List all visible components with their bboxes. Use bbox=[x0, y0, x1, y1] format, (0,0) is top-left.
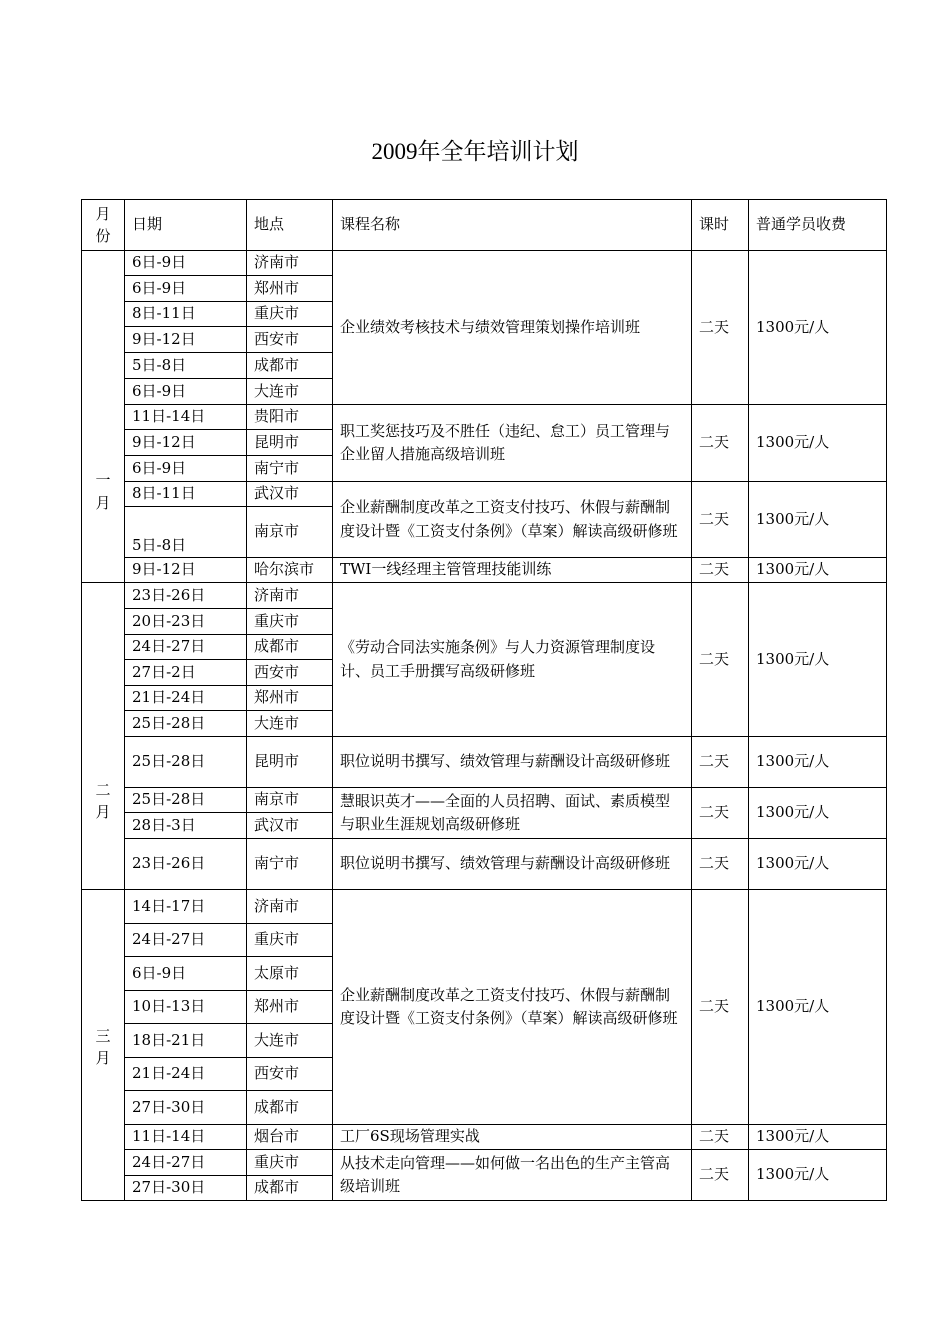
date-cell: 24日-27日 bbox=[125, 924, 247, 957]
date-cell: 5日-8日 bbox=[125, 353, 247, 379]
header-course: 课程名称 bbox=[333, 200, 692, 251]
fee-cell: 1300元/人 bbox=[749, 788, 887, 839]
city-cell: 郑州市 bbox=[247, 686, 333, 711]
table-row bbox=[82, 737, 887, 788]
city-cell: 重庆市 bbox=[247, 924, 333, 957]
city-cell: 昆明市 bbox=[247, 737, 333, 788]
city-cell: 重庆市 bbox=[247, 1150, 333, 1176]
table-row bbox=[82, 558, 887, 583]
city-cell: 重庆市 bbox=[247, 302, 333, 327]
city-cell: 济南市 bbox=[247, 890, 333, 924]
hours-cell: 二天 bbox=[692, 1150, 749, 1201]
hours-cell: 二天 bbox=[692, 583, 749, 737]
city-cell: 成都市 bbox=[247, 1176, 333, 1201]
fee-cell: 1300元/人 bbox=[749, 482, 887, 558]
city-cell: 武汉市 bbox=[247, 482, 333, 507]
city-cell: 大连市 bbox=[247, 711, 333, 737]
hours-cell: 二天 bbox=[692, 737, 749, 788]
table-row bbox=[82, 482, 887, 507]
table-row bbox=[82, 788, 887, 813]
city-cell: 成都市 bbox=[247, 635, 333, 660]
city-cell: 西安市 bbox=[247, 660, 333, 686]
date-cell: 25日-28日 bbox=[125, 788, 247, 813]
city-cell: 成都市 bbox=[247, 1091, 333, 1125]
city-cell: 南京市 bbox=[247, 788, 333, 813]
document-title: 2009年全年培训计划 bbox=[371, 139, 579, 164]
city-cell: 大连市 bbox=[247, 379, 333, 405]
city-cell: 贵阳市 bbox=[247, 405, 333, 430]
date-cell: 5日-8日 bbox=[125, 507, 247, 558]
fee-cell: 1300元/人 bbox=[749, 737, 887, 788]
date-cell: 27日-30日 bbox=[125, 1091, 247, 1125]
date-cell: 18日-21日 bbox=[125, 1024, 247, 1058]
date-cell: 25日-28日 bbox=[125, 737, 247, 788]
table-row bbox=[82, 583, 887, 609]
city-cell: 南京市 bbox=[247, 507, 333, 558]
month-cell-jan: 一月 bbox=[82, 251, 125, 583]
date-cell: 8日-11日 bbox=[125, 482, 247, 507]
hours-cell: 二天 bbox=[692, 1125, 749, 1150]
fee-cell: 1300元/人 bbox=[749, 1150, 887, 1201]
date-cell: 23日-26日 bbox=[125, 839, 247, 890]
table-row bbox=[82, 1125, 887, 1150]
date-cell: 27日-2日 bbox=[125, 660, 247, 686]
city-cell: 成都市 bbox=[247, 353, 333, 379]
fee-cell: 1300元/人 bbox=[749, 839, 887, 890]
table-row bbox=[82, 251, 887, 276]
hours-cell: 二天 bbox=[692, 890, 749, 1125]
table-row bbox=[82, 1150, 887, 1176]
date-cell: 25日-28日 bbox=[125, 711, 247, 737]
table-row bbox=[82, 405, 887, 430]
city-cell: 昆明市 bbox=[247, 430, 333, 456]
course-cell: 企业薪酬制度改革之工资支付技巧、休假与薪酬制度设计暨《工资支付条例》（草案）解读高级研修班 bbox=[333, 482, 692, 558]
month-cell-feb: 二月 bbox=[82, 583, 125, 890]
city-cell: 烟台市 bbox=[247, 1125, 333, 1150]
header-fee: 普通学员收费 bbox=[749, 200, 887, 251]
hours-cell: 二天 bbox=[692, 251, 749, 405]
city-cell: 重庆市 bbox=[247, 609, 333, 635]
date-cell: 6日-9日 bbox=[125, 276, 247, 302]
training-plan-table bbox=[81, 199, 887, 1201]
date-cell: 24日-27日 bbox=[125, 635, 247, 660]
city-cell: 郑州市 bbox=[247, 991, 333, 1024]
city-cell: 西安市 bbox=[247, 327, 333, 353]
hours-cell: 二天 bbox=[692, 558, 749, 583]
course-cell: 工厂6S现场管理实战 bbox=[333, 1125, 692, 1150]
city-cell: 济南市 bbox=[247, 251, 333, 276]
table-row bbox=[82, 839, 887, 890]
date-cell: 11日-14日 bbox=[125, 405, 247, 430]
course-cell: 《劳动合同法实施条例》与人力资源管理制度设计、员工手册撰写高级研修班 bbox=[333, 583, 692, 737]
date-cell: 9日-12日 bbox=[125, 327, 247, 353]
date-cell: 20日-23日 bbox=[125, 609, 247, 635]
date-cell: 28日-3日 bbox=[125, 813, 247, 839]
date-cell: 6日-9日 bbox=[125, 379, 247, 405]
city-cell: 西安市 bbox=[247, 1058, 333, 1091]
course-cell: 职位说明书撰写、绩效管理与薪酬设计高级研修班 bbox=[333, 737, 692, 788]
header-hours: 课时 bbox=[692, 200, 749, 251]
date-cell: 6日-9日 bbox=[125, 456, 247, 482]
city-cell: 武汉市 bbox=[247, 813, 333, 839]
date-cell: 21日-24日 bbox=[125, 1058, 247, 1091]
course-cell: 慧眼识英才——全面的人员招聘、面试、素质模型与职业生涯规划高级研修班 bbox=[333, 788, 692, 839]
date-cell: 14日-17日 bbox=[125, 890, 247, 924]
course-cell: 企业薪酬制度改革之工资支付技巧、休假与薪酬制度设计暨《工资支付条例》（草案）解读高级研修班 bbox=[333, 890, 692, 1125]
city-cell: 郑州市 bbox=[247, 276, 333, 302]
hours-cell: 二天 bbox=[692, 788, 749, 839]
course-cell: 职工奖惩技巧及不胜任（违纪、怠工）员工管理与企业留人措施高级培训班 bbox=[333, 405, 692, 482]
date-cell: 9日-12日 bbox=[125, 558, 247, 583]
fee-cell: 1300元/人 bbox=[749, 251, 887, 405]
date-cell: 6日-9日 bbox=[125, 957, 247, 991]
fee-cell: 1300元/人 bbox=[749, 1125, 887, 1150]
city-cell: 大连市 bbox=[247, 1024, 333, 1058]
header-month: 月份 bbox=[82, 200, 125, 251]
date-cell: 21日-24日 bbox=[125, 686, 247, 711]
course-cell: TWI一线经理主管管理技能训练 bbox=[333, 558, 692, 583]
date-cell: 23日-26日 bbox=[125, 583, 247, 609]
hours-cell: 二天 bbox=[692, 482, 749, 558]
hours-cell: 二天 bbox=[692, 839, 749, 890]
course-cell: 职位说明书撰写、绩效管理与薪酬设计高级研修班 bbox=[333, 839, 692, 890]
fee-cell: 1300元/人 bbox=[749, 558, 887, 583]
header-location: 地点 bbox=[247, 200, 333, 251]
hours-cell: 二天 bbox=[692, 405, 749, 482]
date-cell: 6日-9日 bbox=[125, 251, 247, 276]
date-cell: 10日-13日 bbox=[125, 991, 247, 1024]
date-cell: 24日-27日 bbox=[125, 1150, 247, 1176]
date-cell: 9日-12日 bbox=[125, 430, 247, 456]
city-cell: 南宁市 bbox=[247, 839, 333, 890]
city-cell: 太原市 bbox=[247, 957, 333, 991]
city-cell: 哈尔滨市 bbox=[247, 558, 333, 583]
date-cell: 11日-14日 bbox=[125, 1125, 247, 1150]
month-cell-mar: 三月 bbox=[82, 890, 125, 1201]
city-cell: 济南市 bbox=[247, 583, 333, 609]
city-cell: 南宁市 bbox=[247, 456, 333, 482]
fee-cell: 1300元/人 bbox=[749, 405, 887, 482]
header-row bbox=[82, 200, 887, 251]
course-cell: 从技术走向管理——如何做一名出色的生产主管高级培训班 bbox=[333, 1150, 692, 1201]
course-cell: 企业绩效考核技术与绩效管理策划操作培训班 bbox=[333, 251, 692, 405]
table-row bbox=[82, 890, 887, 924]
header-date: 日期 bbox=[125, 200, 247, 251]
date-cell: 27日-30日 bbox=[125, 1176, 247, 1201]
fee-cell: 1300元/人 bbox=[749, 890, 887, 1125]
fee-cell: 1300元/人 bbox=[749, 583, 887, 737]
date-cell: 8日-11日 bbox=[125, 302, 247, 327]
